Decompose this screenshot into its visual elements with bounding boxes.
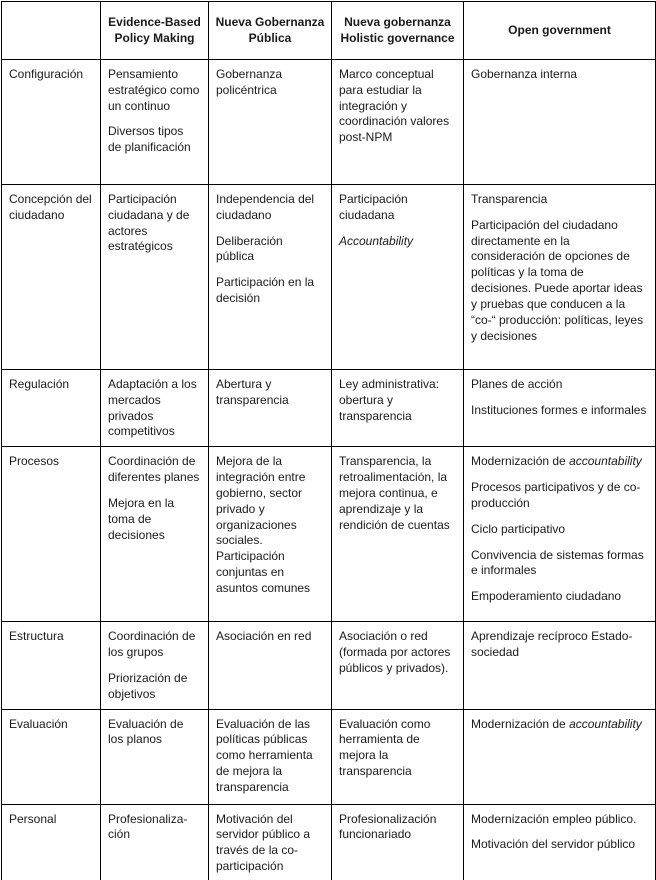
cell-paragraph: Empoderamiento ciudadano	[471, 589, 622, 604]
cell-paragraph	[471, 454, 647, 470]
table-cell	[209, 709, 332, 804]
table-cell	[209, 60, 332, 185]
table-cell	[209, 804, 332, 880]
cell-paragraph: Diversos tipos de planificación	[108, 124, 191, 155]
cell-paragraph: Gobernanza policéntrica	[216, 67, 283, 97]
cell-paragraph: Evaluación de los planos	[108, 716, 184, 747]
cell-paragraph: Profesionalización funcionariado	[339, 811, 437, 842]
cell-paragraph: Participación en la decisión	[216, 275, 315, 306]
column-header: Nueva Gobernanza Pública	[209, 2, 332, 60]
table-row	[2, 60, 656, 185]
table-cell	[464, 709, 656, 804]
cell-paragraph: Participación del ciudadano directamente en la consideración de opciones de políticas y la toma de decisiones. Puede aportar ideas y pruebas que conducen a la “co-“ producción: políticas, leyes y decisiones	[471, 217, 644, 343]
cell-paragraph: Asociación o red (formada por actores públicos y privados).	[339, 629, 451, 675]
table-cell	[332, 185, 464, 370]
table-cell	[101, 804, 209, 880]
row-label: Configuración	[2, 60, 101, 185]
table-row	[2, 804, 656, 880]
table-cell	[332, 370, 464, 447]
italic-text: Accountability	[339, 233, 414, 248]
cell-paragraph: Participación ciudadana y de actores estratégicos	[108, 192, 190, 254]
table-cell	[101, 185, 209, 370]
cell-paragraph: Deliberación pública	[216, 233, 283, 264]
table-cell	[209, 447, 332, 622]
table-row	[2, 370, 656, 447]
table-cell	[332, 709, 464, 804]
cell-paragraph	[471, 717, 647, 733]
cell-paragraph: Gobernanza interna	[471, 67, 578, 81]
table-cell	[464, 804, 656, 880]
column-header: Open government	[464, 2, 656, 60]
italic-text: accountability	[569, 716, 642, 731]
cell-paragraph: Transparencia, la retroalimentación, la mejora continua, e aprendizaje y la rendición de cuentas	[339, 454, 450, 532]
comparison-table	[1, 1, 656, 880]
column-header: Nueva gobernanza Holistic governance	[332, 2, 464, 60]
table-cell	[209, 622, 332, 709]
cell-paragraph: Asociación en red	[216, 629, 312, 644]
table-row	[2, 709, 656, 804]
table-cell	[332, 447, 464, 622]
cell-paragraph: Pensamiento estratégico como un continuo	[108, 67, 200, 113]
cell-paragraph: Evaluación como herramienta de mejora la transparencia	[339, 716, 431, 779]
table-cell	[464, 447, 656, 622]
cell-paragraph: Aprendizaje recíproco Estado-sociedad	[471, 629, 633, 660]
row-label: Personal	[2, 804, 101, 880]
column-header: Evidence-Based Policy Making	[101, 2, 209, 60]
cell-paragraph: Coordinación de diferentes planes	[108, 454, 200, 485]
cell-paragraph: Procesos participativos y de co-producción	[471, 480, 641, 510]
table-cell	[101, 709, 209, 804]
table-row	[2, 622, 656, 709]
cell-paragraph: Modernización empleo público.	[471, 811, 637, 826]
table-cell	[464, 60, 656, 185]
plain-text: Modernización de	[471, 454, 570, 469]
plain-text: Modernización de	[471, 716, 570, 731]
cell-paragraph: Participación ciudadana	[339, 192, 408, 222]
table-cell	[332, 60, 464, 185]
row-label: Regulación	[2, 370, 101, 447]
cell-paragraph: Motivación del servidor público a través de la co-participación	[216, 811, 311, 874]
row-label: Concepción del ciudadano	[2, 185, 101, 370]
cell-paragraph: Abertura y transparencia	[216, 377, 289, 407]
row-label: Evaluación	[2, 709, 101, 804]
cell-paragraph: Ciclo participativo	[471, 521, 566, 536]
table-body	[2, 60, 656, 880]
row-label: Estructura	[2, 622, 101, 709]
cell-paragraph	[339, 234, 455, 250]
cell-paragraph: Mejora de la integración entre gobierno, sector privado y organizaciones sociales. Participación conjuntas en asuntos comunes	[216, 454, 311, 595]
table-cell	[464, 622, 656, 709]
table-cell	[209, 185, 332, 370]
table-row	[2, 185, 656, 370]
italic-text: accountability	[569, 454, 642, 469]
cell-paragraph: Priorización de objetivos	[108, 670, 188, 701]
table-cell	[101, 60, 209, 185]
table-cell	[332, 804, 464, 880]
table-cell	[101, 447, 209, 622]
cell-paragraph: Independencia del ciudadano	[216, 192, 315, 222]
cell-paragraph: Ley administrativa: obertura y transparencia	[339, 377, 440, 423]
table-cell	[101, 370, 209, 447]
cell-paragraph: Transparencia	[471, 192, 548, 206]
cell-paragraph: Mejora en la toma de decisiones	[108, 495, 175, 542]
cell-paragraph: Evaluación de las políticas públicas como herramienta de mejora la transparencia	[216, 716, 313, 794]
cell-paragraph: Instituciones formes e informales	[471, 402, 647, 417]
cell-paragraph: Adaptación a los mercados privados competitivos	[108, 377, 197, 439]
cell-paragraph: Motivación del servidor público	[471, 837, 636, 852]
cell-paragraph: Coordinación de los grupos	[108, 629, 196, 660]
cell-paragraph: Convivencia de sistemas formas e informales	[471, 547, 644, 578]
row-label: Procesos	[2, 447, 101, 622]
table-cell	[101, 622, 209, 709]
cell-paragraph: Profesionaliza-ción	[108, 811, 188, 842]
table-cell	[464, 370, 656, 447]
header-row	[2, 2, 656, 60]
corner-cell	[2, 2, 101, 60]
table-cell	[209, 370, 332, 447]
cell-paragraph: Marco conceptual para estudiar la integración y coordinación valores post-NPM	[339, 67, 450, 145]
cell-paragraph: Planes de acción	[471, 377, 563, 391]
table-cell	[464, 185, 656, 370]
table-cell	[332, 622, 464, 709]
table-row	[2, 447, 656, 622]
